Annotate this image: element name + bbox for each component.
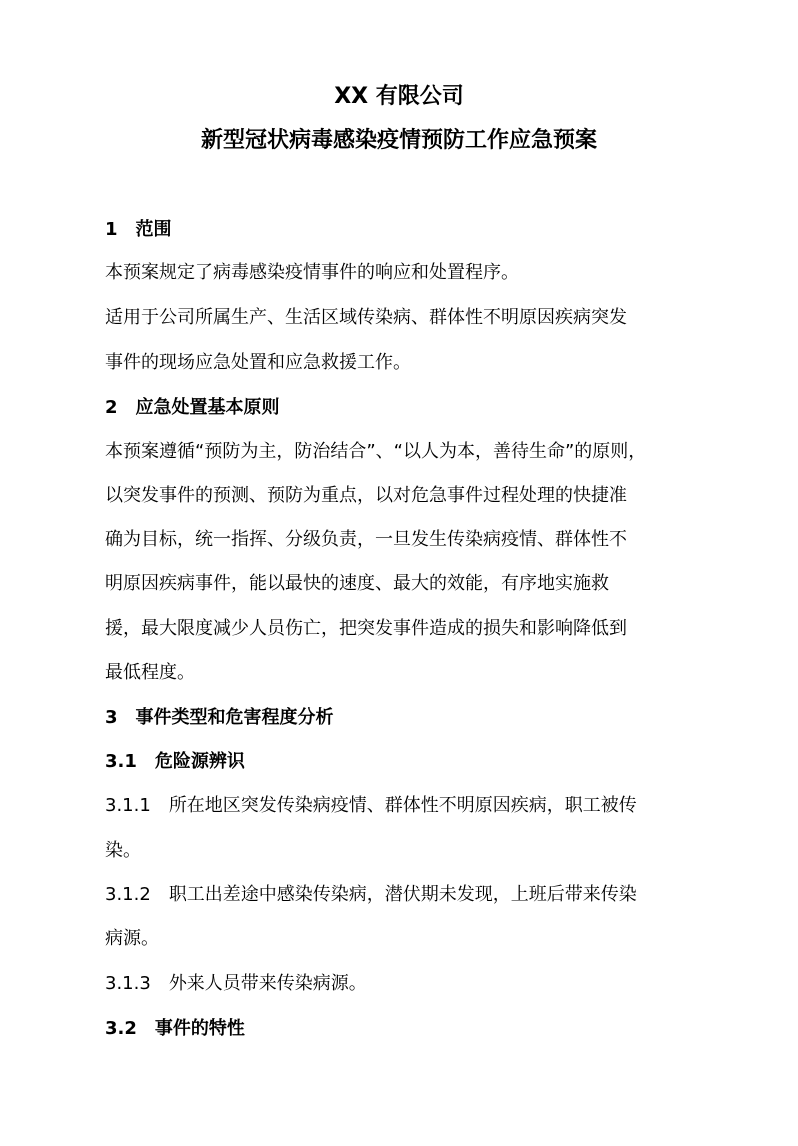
section-2-number: 2 [105, 397, 118, 418]
item-3-1-3-line-1 [105, 971, 705, 997]
section-3-title: 事件类型和危害程度分析 [135, 707, 334, 728]
item-3-1-1-text: 所在地区突发传染病疫情、群体性不明原因疾病，职工被传 [168, 795, 637, 816]
section-3-1-heading [105, 749, 705, 775]
item-3-1-1-line-1 [105, 793, 705, 819]
item-3-1-3-number: 3.1.3 [105, 973, 151, 994]
item-3-1-1-number: 3.1.1 [105, 795, 151, 816]
section-1-title: 范围 [135, 219, 172, 240]
section-2-title: 应急处置基本原则 [135, 397, 280, 418]
section-2-line-4: 明原因疾病事件，能以最快的速度、最大的效能，有序地实施救 [105, 573, 609, 594]
section-1-paragraph-2-line-1: 适用于公司所属生产、生活区域传染病、群体性不明原因疾病突发 [105, 307, 627, 328]
item-3-1-2-text: 职工出差途中感染传染病，潜伏期未发现，上班后带来传染 [168, 884, 637, 905]
item-3-1-1-line-2: 染。 [105, 840, 141, 861]
section-3-2-number: 3.2 [105, 1018, 137, 1039]
section-2-heading [105, 395, 705, 421]
section-1-paragraph-2-line-2: 事件的现场应急处置和应急救援工作。 [105, 352, 411, 373]
section-1-paragraph-1: 本预案规定了病毒感染疫情事件的响应和处置程序。 [105, 262, 519, 283]
section-2-line-1: 本预案遵循“预防为主，防治结合”、“以人为本，善待生命”的原则， [105, 441, 647, 462]
section-2-line-6: 最低程度。 [105, 662, 195, 683]
section-3-1-title: 危险源辨识 [154, 751, 245, 772]
section-3-1-number: 3.1 [105, 751, 137, 772]
company-title: XX 有限公司 [334, 84, 464, 109]
section-3-heading [105, 705, 705, 731]
section-2-line-5: 援，最大限度减少人员伤亡，把突发事件造成的损失和影响降低到 [105, 618, 627, 639]
item-3-1-2-line-1 [105, 882, 705, 908]
section-1-number: 1 [105, 219, 118, 240]
plan-title: 新型冠状病毒感染疫情预防工作应急预案 [200, 128, 597, 153]
section-1-heading [105, 217, 705, 243]
section-2-line-2: 以突发事件的预测、预防为重点，以对危急事件过程处理的快捷准 [105, 485, 627, 506]
item-3-1-3-text: 外来人员带来传染病源。 [168, 973, 367, 994]
section-3-2-heading [105, 1016, 705, 1042]
item-3-1-2-line-2: 病源。 [105, 928, 159, 949]
item-3-1-2-number: 3.1.2 [105, 884, 151, 905]
section-3-number: 3 [105, 707, 118, 728]
section-3-2-title: 事件的特性 [154, 1018, 245, 1039]
section-2-line-3: 确为目标，统一指挥、分级负责，一旦发生传染病疫情、群体性不 [105, 529, 627, 550]
